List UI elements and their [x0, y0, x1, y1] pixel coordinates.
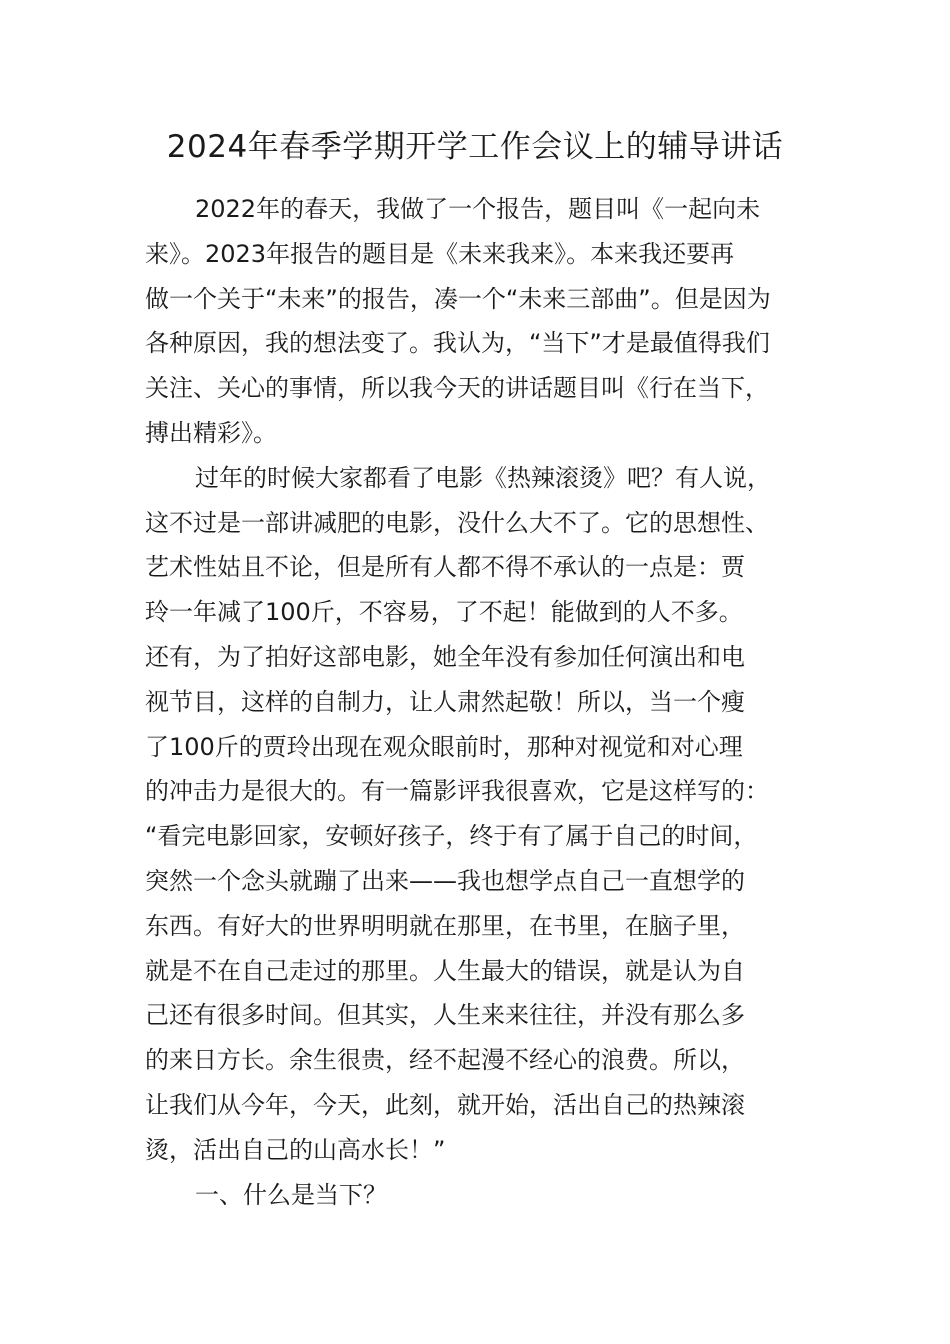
paragraph-line: 各种原因，我的想法变了。我认为，“当下”才是最值得我们: [145, 329, 770, 358]
paragraph-line: 做一个关于“未来”的报告，凑一个“未来三部曲”。但是因为: [145, 284, 771, 313]
document-title: 2024年春季学期开学工作会议上的辅导讲话: [166, 129, 784, 165]
paragraph-line: 艺术性姑且不论，但是所有人都不得不承认的一点是：贾: [145, 553, 745, 582]
paragraph-line: 的来日方长。余生很贵，经不起漫不经心的浪费。所以，: [145, 1046, 745, 1075]
paragraph-line: 还有，为了拍好这部电影，她全年没有参加任何演出和电: [145, 642, 745, 671]
paragraph-line: 来》。2023年报告的题目是《未来我来》。本来我还要再: [145, 239, 735, 268]
paragraph-line: 关注、关心的事情，所以我今天的讲话题目叫《行在当下，: [145, 374, 769, 403]
paragraph-line: 己还有很多时间。但其实，人生来来往往，并没有那么多: [145, 1001, 745, 1030]
paragraph-line: 就是不在自己走过的那里。人生最大的错误，就是认为自: [145, 956, 745, 985]
paragraph-line: “看完电影回家，安顿好孩子，终于有了属于自己的时间，: [145, 822, 758, 851]
document-body: [145, 187, 810, 1217]
paragraph-line: 了100斤的贾玲出现在观众眼前时，那种对视觉和对心理: [145, 732, 743, 761]
paragraph-line: 烫，活出自己的山高水长！”: [145, 1135, 446, 1164]
paragraph-line: 2022年的春天，我做了一个报告，题目叫《一起向未: [195, 195, 761, 223]
paragraph-line: 的冲击力是很大的。有一篇影评我很喜欢，它是这样写的：: [145, 777, 769, 806]
paragraph-line: 让我们从今年，今天，此刻，就开始，活出自己的热辣滚: [145, 1090, 745, 1119]
paragraph-line: 视节目，这样的自制力，让人肃然起敬！所以，当一个瘦: [145, 687, 745, 716]
paragraph-line: 这不过是一部讲减肥的电影，没什么大不了。它的思想性、: [145, 508, 769, 537]
section-heading: 一、什么是当下？: [195, 1180, 387, 1209]
paragraph-line: 突然一个念头就蹦了出来——我也想学点自己一直想学的: [145, 866, 745, 895]
paragraph-line: 过年的时候大家都看了电影《热辣滚烫》吧？有人说，: [195, 463, 771, 492]
paragraph-line: 玲一年减了100斤，不容易，了不起！能做到的人不多。: [145, 598, 743, 627]
paragraph-line: 搏出精彩》。: [145, 418, 277, 447]
paragraph-line: 东西。有好大的世界明明就在那里，在书里，在脑子里，: [145, 911, 745, 940]
